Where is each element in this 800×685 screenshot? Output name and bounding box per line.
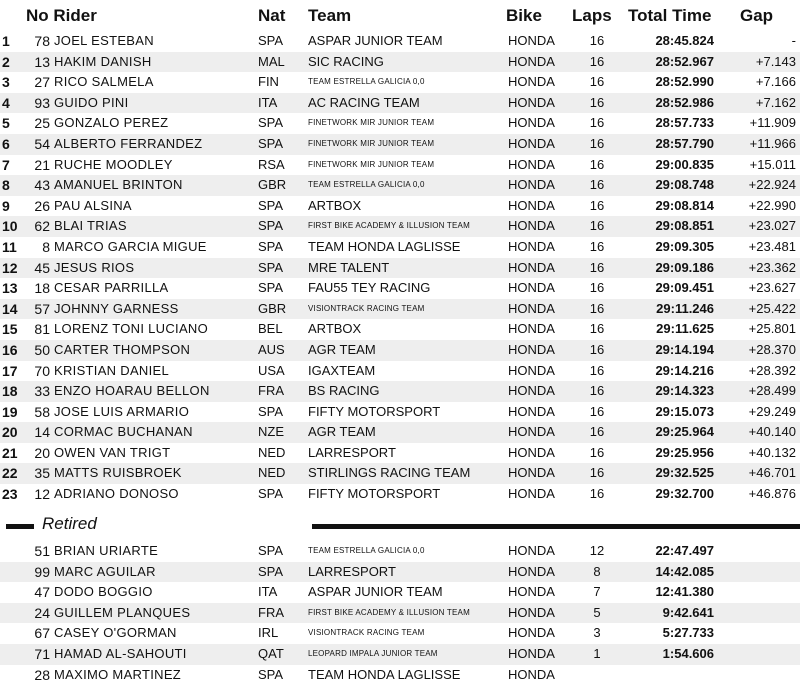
- cell-nat: NED: [258, 465, 286, 481]
- cell-laps: 16: [589, 74, 605, 90]
- cell-gap: +7.162: [755, 94, 796, 110]
- cell-time: 29:14.194: [655, 341, 714, 357]
- table-row: [0, 278, 800, 299]
- cell-no: 18: [34, 280, 50, 297]
- cell-bike: HONDA: [508, 403, 555, 419]
- cell-bike: HONDA: [508, 259, 555, 275]
- cell-bike: HONDA: [508, 197, 555, 213]
- table-row: [0, 93, 800, 114]
- table-row: [0, 361, 800, 382]
- cell-no: 99: [34, 563, 50, 580]
- cell-team: BS RACING: [308, 383, 380, 399]
- cell-gap: +46.701: [748, 465, 796, 481]
- header-laps: Laps: [572, 6, 612, 25]
- cell-bike: HONDA: [508, 156, 555, 172]
- cell-pos: 9: [2, 197, 10, 214]
- cell-time: 28:57.790: [655, 135, 714, 151]
- cell-team: FIRST BIKE ACADEMY & ILLUSION TEAM: [308, 607, 470, 617]
- cell-time: 29:14.216: [655, 362, 714, 378]
- cell-nat: SPA: [258, 218, 284, 234]
- cell-laps: 16: [589, 383, 605, 399]
- cell-gap: +40.140: [748, 424, 796, 440]
- cell-gap: +23.481: [748, 238, 796, 254]
- cell-laps: 7: [593, 584, 601, 600]
- cell-rider: GUILLEM PLANQUES: [54, 604, 191, 620]
- cell-rider: HAKIM DANISH: [54, 53, 152, 69]
- header-nat: Nat: [258, 6, 286, 25]
- cell-pos: 20: [2, 424, 18, 441]
- table-row: [0, 422, 800, 443]
- cell-pos: 14: [2, 300, 18, 317]
- cell-nat: SPA: [258, 197, 284, 213]
- cell-no: 57: [34, 300, 50, 317]
- cell-nat: IRL: [258, 625, 279, 641]
- retired-label: Retired: [42, 514, 97, 533]
- header-bike: Bike: [506, 6, 542, 25]
- cell-time: 28:52.967: [655, 53, 714, 69]
- cell-rider: RUCHE MOODLEY: [54, 156, 173, 172]
- cell-gap: +22.924: [748, 177, 796, 193]
- cell-team: MRE TALENT: [308, 259, 390, 275]
- cell-bike: HONDA: [508, 543, 555, 558]
- cell-bike: HONDA: [508, 362, 555, 378]
- table-row: [0, 175, 800, 196]
- cell-time: 29:09.186: [655, 259, 714, 275]
- cell-no: 81: [34, 321, 50, 338]
- cell-nat: GBR: [258, 177, 287, 193]
- cell-rider: CASEY O'GORMAN: [54, 625, 177, 641]
- cell-nat: SPA: [258, 280, 284, 296]
- header-team: Team: [308, 6, 352, 25]
- cell-laps: 16: [589, 444, 605, 460]
- cell-nat: MAL: [258, 53, 285, 69]
- cell-pos: 19: [2, 403, 18, 420]
- cell-laps: 1: [593, 645, 601, 661]
- cell-laps: 16: [589, 403, 605, 419]
- cell-bike: HONDA: [508, 218, 555, 234]
- cell-time: 29:11.625: [656, 321, 714, 337]
- cell-nat: SPA: [258, 563, 284, 579]
- cell-rider: CORMAC BUCHANAN: [54, 424, 193, 440]
- cell-rider: OWEN VAN TRIGT: [54, 444, 171, 460]
- cell-nat: SPA: [258, 135, 284, 151]
- cell-rider: RICO SALMELA: [54, 74, 154, 90]
- cell-no: 71: [34, 645, 50, 662]
- cell-rider: BLAI TRIAS: [54, 218, 127, 234]
- table-row: [0, 134, 800, 155]
- cell-team: ASPAR JUNIOR TEAM: [308, 33, 443, 48]
- cell-laps: 16: [589, 135, 605, 151]
- cell-laps: 16: [589, 115, 605, 131]
- cell-pos: 22: [2, 465, 18, 482]
- cell-no: 27: [34, 74, 50, 91]
- cell-time: 29:08.814: [655, 197, 714, 213]
- cell-gap: +29.249: [748, 403, 796, 419]
- cell-nat: SPA: [258, 486, 284, 502]
- cell-rider: CARTER THOMPSON: [54, 341, 191, 357]
- retired-divider: [0, 511, 800, 537]
- cell-team: AGR TEAM: [308, 424, 376, 440]
- header-no-rider: No Rider: [26, 6, 97, 25]
- cell-time: 29:32.525: [655, 465, 714, 481]
- cell-laps: 16: [589, 321, 605, 337]
- table-row: [0, 381, 800, 402]
- cell-bike: HONDA: [508, 486, 555, 502]
- cell-no: 35: [34, 465, 50, 482]
- cell-gap: +46.876: [748, 486, 796, 502]
- header-gap: Gap: [740, 6, 774, 25]
- table-row: [0, 113, 800, 134]
- cell-team: ARTBOX: [308, 321, 362, 337]
- cell-laps: 16: [589, 259, 605, 275]
- table-row: [0, 582, 800, 603]
- cell-nat: SPA: [258, 259, 284, 275]
- cell-gap: +40.132: [748, 444, 796, 460]
- cell-time: 29:08.851: [655, 218, 714, 234]
- cell-bike: HONDA: [508, 321, 555, 337]
- cell-pos: 8: [2, 177, 10, 194]
- cell-nat: QAT: [258, 645, 284, 661]
- cell-nat: RSA: [258, 156, 285, 172]
- cell-bike: HONDA: [508, 177, 555, 193]
- cell-rider: KRISTIAN DANIEL: [54, 362, 170, 378]
- cell-time: 29:25.964: [655, 424, 714, 440]
- cell-team: FINETWORK MIR JUNIOR TEAM: [308, 159, 435, 169]
- cell-laps: 16: [589, 300, 605, 316]
- cell-no: 25: [34, 115, 50, 132]
- cell-time: 28:57.733: [655, 115, 714, 131]
- cell-team: TEAM HONDA LAGLISSE: [308, 666, 461, 682]
- cell-time: 29:25.956: [655, 444, 714, 460]
- table-row: [0, 463, 800, 484]
- cell-nat: SPA: [258, 403, 284, 419]
- cell-laps: 16: [589, 177, 605, 193]
- retired-table: [0, 541, 800, 685]
- cell-no: 8: [42, 238, 50, 255]
- table-row: [0, 237, 800, 258]
- cell-laps: 8: [593, 563, 601, 579]
- cell-team: AC RACING TEAM: [308, 94, 420, 110]
- cell-laps: 16: [589, 156, 605, 172]
- cell-no: 12: [34, 486, 50, 503]
- cell-no: 62: [34, 218, 50, 235]
- cell-bike: HONDA: [508, 74, 555, 90]
- cell-laps: 16: [589, 362, 605, 378]
- cell-no: 24: [34, 604, 50, 621]
- cell-team: ARTBOX: [308, 197, 362, 213]
- cell-time: 28:45.824: [655, 33, 714, 48]
- cell-team: AGR TEAM: [308, 341, 376, 357]
- table-row: [0, 541, 800, 562]
- table-row: [0, 31, 800, 52]
- cell-pos: 4: [2, 94, 10, 111]
- cell-no: 58: [34, 403, 50, 420]
- cell-nat: SPA: [258, 33, 284, 48]
- cell-laps: 16: [589, 465, 605, 481]
- cell-no: 50: [34, 341, 50, 358]
- cell-time: 5:27.733: [662, 625, 714, 641]
- cell-rider: JESUS RIOS: [54, 259, 135, 275]
- cell-pos: 23: [2, 486, 18, 503]
- cell-no: 54: [34, 135, 50, 152]
- cell-gap: +15.011: [749, 156, 796, 172]
- cell-time: 29:00.835: [655, 156, 714, 172]
- cell-pos: 12: [2, 259, 18, 276]
- cell-laps: 16: [589, 94, 605, 110]
- cell-team: VISIONTRACK RACING TEAM: [308, 303, 425, 313]
- cell-laps: 5: [593, 604, 601, 620]
- cell-rider: MARCO GARCIA MIGUE: [54, 238, 207, 254]
- cell-pos: 18: [2, 383, 18, 400]
- table-row: [0, 319, 800, 340]
- cell-team: LARRESPORT: [308, 563, 396, 579]
- cell-no: 13: [34, 53, 50, 70]
- cell-nat: GBR: [258, 300, 287, 316]
- cell-no: 20: [34, 444, 50, 461]
- cell-rider: DODO BOGGIO: [54, 584, 153, 600]
- cell-time: 29:09.305: [655, 238, 714, 254]
- cell-time: 29:14.323: [655, 383, 714, 399]
- cell-team: IGAXTEAM: [308, 362, 376, 378]
- cell-gap: +7.166: [755, 74, 796, 90]
- cell-rider: LORENZ TONI LUCIANO: [54, 321, 209, 337]
- cell-pos: 17: [2, 362, 18, 379]
- cell-bike: HONDA: [508, 604, 555, 620]
- cell-rider: CESAR PARRILLA: [54, 280, 169, 296]
- cell-team: TEAM ESTRELLA GALICIA 0,0: [308, 546, 425, 555]
- cell-gap: +28.392: [748, 362, 796, 378]
- table-row: [0, 155, 800, 176]
- cell-team: FAU55 TEY RACING: [308, 280, 431, 296]
- cell-rider: GONZALO PEREZ: [54, 115, 169, 131]
- cell-rider: BRIAN URIARTE: [54, 543, 159, 558]
- cell-gap: +25.422: [748, 300, 796, 316]
- cell-rider: MATTS RUISBROEK: [54, 465, 182, 481]
- cell-time: 29:32.700: [655, 486, 714, 502]
- cell-time: 12:41.380: [655, 584, 714, 600]
- cell-nat: AUS: [258, 341, 285, 357]
- cell-rider: MARC AGUILAR: [54, 563, 156, 579]
- cell-time: 9:42.641: [662, 604, 714, 620]
- cell-bike: HONDA: [508, 300, 555, 316]
- cell-rider: MAXIMO MARTINEZ: [54, 666, 182, 682]
- cell-rider: GUIDO PINI: [54, 94, 129, 110]
- cell-time: 29:11.246: [656, 300, 714, 316]
- cell-nat: SPA: [258, 666, 284, 682]
- cell-rider: JOHNNY GARNESS: [54, 300, 179, 316]
- cell-no: 67: [34, 625, 50, 642]
- cell-rider: AMANUEL BRINTON: [54, 177, 183, 193]
- cell-no: 33: [34, 383, 50, 400]
- cell-laps: 16: [589, 53, 605, 69]
- cell-bike: HONDA: [508, 465, 555, 481]
- cell-nat: NED: [258, 444, 286, 460]
- cell-gap: +23.362: [748, 259, 796, 275]
- cell-bike: HONDA: [508, 135, 555, 151]
- table-row: [0, 258, 800, 279]
- cell-pos: 2: [2, 53, 10, 70]
- cell-team: TEAM ESTRELLA GALICIA 0,0: [308, 180, 425, 190]
- cell-laps: 16: [589, 280, 605, 296]
- cell-pos: 11: [2, 238, 17, 255]
- cell-pos: 21: [2, 444, 18, 461]
- cell-pos: 3: [2, 74, 10, 91]
- cell-pos: 13: [2, 280, 18, 297]
- cell-laps: 16: [589, 486, 605, 502]
- cell-no: 93: [34, 94, 50, 111]
- cell-nat: FIN: [258, 74, 279, 90]
- cell-no: 14: [34, 424, 50, 441]
- cell-no: 70: [34, 362, 50, 379]
- cell-time: 29:15.073: [655, 403, 714, 419]
- cell-gap: +23.627: [748, 280, 796, 296]
- cell-time: 22:47.497: [655, 543, 714, 558]
- table-row: [0, 603, 800, 624]
- cell-laps: 16: [589, 424, 605, 440]
- cell-nat: FRA: [258, 383, 284, 399]
- cell-pos: 5: [2, 115, 10, 132]
- cell-gap: +28.499: [748, 383, 796, 399]
- cell-rider: ADRIANO DONOSO: [54, 486, 179, 502]
- cell-bike: HONDA: [508, 584, 555, 600]
- cell-no: 47: [34, 584, 50, 601]
- table-row: [0, 72, 800, 93]
- cell-no: 43: [34, 177, 50, 194]
- cell-nat: USA: [258, 362, 285, 378]
- cell-team: FIFTY MOTORSPORT: [308, 403, 441, 419]
- cell-no: 78: [34, 33, 50, 49]
- cell-pos: 10: [2, 218, 18, 235]
- cell-rider: JOSE LUIS ARMARIO: [54, 403, 190, 419]
- table-header: [0, 0, 800, 30]
- cell-bike: HONDA: [508, 563, 555, 579]
- table-row: [0, 299, 800, 320]
- cell-gap: +11.909: [749, 115, 796, 131]
- cell-laps: 3: [593, 625, 601, 641]
- cell-no: 21: [34, 156, 50, 173]
- cell-bike: HONDA: [508, 383, 555, 399]
- results-table: [0, 31, 800, 505]
- cell-nat: SPA: [258, 238, 284, 254]
- cell-nat: FRA: [258, 604, 284, 620]
- cell-bike: HONDA: [508, 238, 555, 254]
- cell-time: 29:08.748: [655, 177, 714, 193]
- cell-nat: SPA: [258, 115, 284, 131]
- cell-team: LARRESPORT: [308, 444, 396, 460]
- cell-rider: JOEL ESTEBAN: [54, 33, 154, 48]
- cell-bike: HONDA: [508, 625, 555, 641]
- table-row: [0, 340, 800, 361]
- table-row: [0, 562, 800, 583]
- cell-laps: 16: [589, 341, 605, 357]
- cell-team: FINETWORK MIR JUNIOR TEAM: [308, 138, 435, 148]
- cell-nat: NZE: [258, 424, 284, 440]
- cell-bike: HONDA: [508, 341, 555, 357]
- cell-rider: ENZO HOARAU BELLON: [54, 383, 210, 399]
- cell-pos: 7: [2, 156, 10, 173]
- cell-rider: PAU ALSINA: [54, 197, 132, 213]
- cell-team: VISIONTRACK RACING TEAM: [308, 628, 425, 638]
- cell-no: 51: [34, 543, 50, 559]
- cell-gap: +23.027: [748, 218, 796, 234]
- cell-rider: HAMAD AL-SAHOUTI: [54, 645, 187, 661]
- cell-nat: BEL: [258, 321, 283, 337]
- cell-nat: ITA: [258, 94, 278, 110]
- header-total-time: Total Time: [628, 6, 712, 25]
- cell-no: 45: [34, 259, 50, 276]
- cell-laps: 12: [589, 543, 605, 558]
- cell-no: 26: [34, 197, 50, 214]
- table-row: [0, 402, 800, 423]
- cell-bike: HONDA: [508, 280, 555, 296]
- cell-gap: +7.143: [755, 53, 796, 69]
- cell-bike: HONDA: [508, 94, 555, 110]
- cell-bike: HONDA: [508, 444, 555, 460]
- table-row: [0, 644, 800, 665]
- retired-bar-left: [6, 524, 34, 529]
- cell-laps: 16: [589, 218, 605, 234]
- cell-laps: 16: [589, 33, 605, 48]
- cell-pos: 16: [2, 341, 18, 358]
- cell-bike: HONDA: [508, 666, 555, 682]
- cell-bike: HONDA: [508, 424, 555, 440]
- cell-nat: SPA: [258, 543, 284, 558]
- table-row: [0, 484, 800, 505]
- cell-pos: 6: [2, 135, 10, 152]
- cell-time: 1:54.606: [662, 645, 714, 661]
- cell-gap: +25.801: [748, 321, 796, 337]
- cell-team: FIRST BIKE ACADEMY & ILLUSION TEAM: [308, 221, 470, 231]
- cell-bike: HONDA: [508, 33, 555, 48]
- cell-bike: HONDA: [508, 115, 555, 131]
- table-row: [0, 216, 800, 237]
- cell-pos: 1: [2, 33, 10, 49]
- table-row: [0, 623, 800, 644]
- cell-team: TEAM HONDA LAGLISSE: [308, 238, 461, 254]
- cell-team: LEOPARD IMPALA JUNIOR TEAM: [308, 648, 438, 658]
- cell-no: 28: [34, 666, 50, 683]
- cell-team: ASPAR JUNIOR TEAM: [308, 584, 443, 600]
- retired-bar-right: [312, 524, 800, 529]
- cell-team: SIC RACING: [308, 53, 384, 69]
- cell-team: FIFTY MOTORSPORT: [308, 486, 441, 502]
- cell-rider: ALBERTO FERRANDEZ: [54, 135, 203, 151]
- cell-team: STIRLINGS RACING TEAM: [308, 465, 471, 481]
- table-row: [0, 443, 800, 464]
- cell-gap: +22.990: [748, 197, 796, 213]
- cell-team: TEAM ESTRELLA GALICIA 0,0: [308, 77, 425, 87]
- table-row: [0, 52, 800, 73]
- cell-gap: +11.966: [749, 135, 796, 151]
- cell-time: 29:09.451: [655, 280, 714, 296]
- cell-gap: +28.370: [748, 341, 796, 357]
- cell-pos: 15: [2, 321, 18, 338]
- cell-time: 28:52.990: [655, 74, 714, 90]
- cell-laps: 16: [589, 197, 605, 213]
- cell-bike: HONDA: [508, 53, 555, 69]
- cell-bike: HONDA: [508, 645, 555, 661]
- cell-team: FINETWORK MIR JUNIOR TEAM: [308, 118, 435, 128]
- cell-gap: -: [791, 33, 796, 48]
- cell-time: 28:52.986: [655, 94, 714, 110]
- cell-time: 14:42.085: [655, 563, 714, 579]
- cell-laps: 16: [589, 238, 605, 254]
- table-row: [0, 196, 800, 217]
- cell-nat: ITA: [258, 584, 278, 600]
